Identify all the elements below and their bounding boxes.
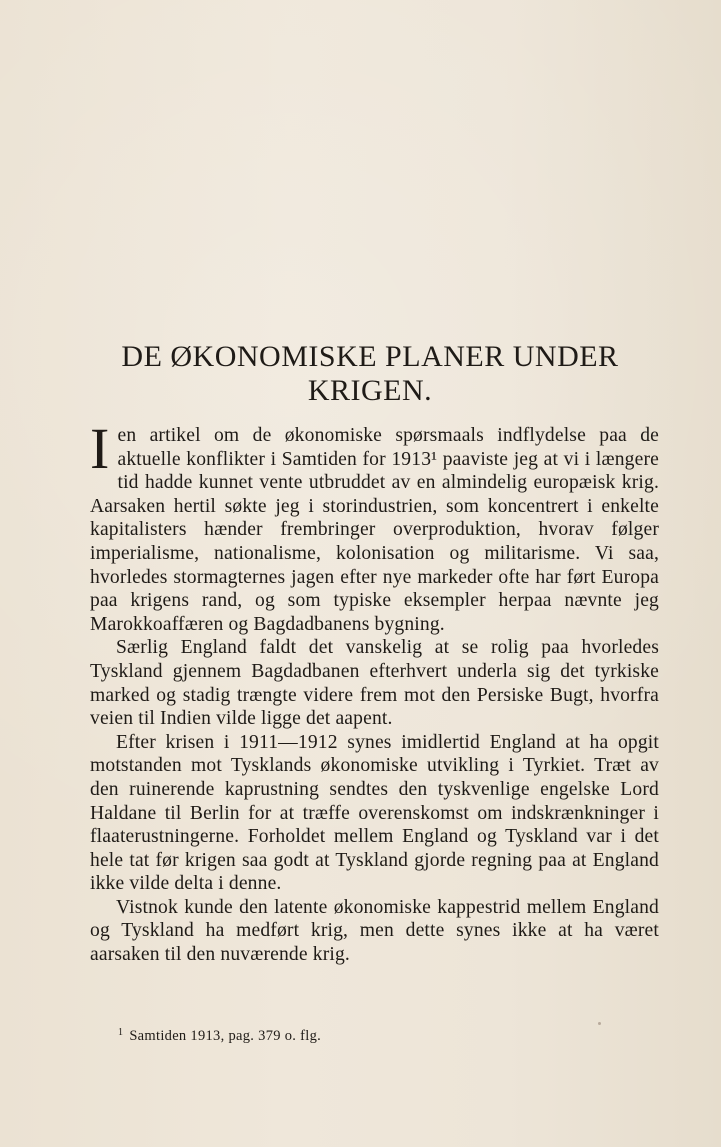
footnote	[118, 1024, 658, 1045]
chapter-title-line-1: DE ØKONOMISKE PLANER UNDER	[121, 340, 619, 373]
body-text	[90, 416, 659, 967]
paragraph-1-text: en artikel om de økonomiske spørsmaals indflydelse paa de aktuelle konflikter i Samtiden for 1913¹ paaviste jeg at vi i længere tid hadde kunnet vente utbruddet av en almindelig europæisk krig. Aarsaken hertil søkte jeg i storindustrien, som koncentrert i enkelte kapitalisters hænder frembringer overproduktion, hvorav følger imperialisme, nationalisme, kolonisation og militarisme. Vi saa, hvorledes stormagternes jagen efter nye markeder ofte har ført Europa paa krigens rand, og som typiske eksempler herpaa nævnte jeg Marokkoaffæren og Bagdadbanens bygning.	[90, 425, 659, 635]
footnote-mark: 1	[118, 1027, 124, 1038]
chapter-title	[70, 340, 670, 408]
paragraph-3: Efter krisen i 1911—1912 synes imidlertid England at ha opgit motstanden mot Tysklands økonomiske utvikling i Tyrkiet. Træt av den ruinerende kaprustning sendtes den tyskvenlige engelske Lord Haldane til Berlin for at træffe overenskomst om indskrænkninger i flaaterustningerne. Forholdet mellem England og Tyskland var i det hele tat før krigen saa godt at Tyskland gjorde regning paa at England ikke vilde delta i denne.	[90, 731, 659, 895]
paragraph-1	[90, 416, 659, 636]
paragraph-2: Særlig England faldt det vanskelig at se rolig paa hvorledes Tyskland gjennem Bagdadbanen efterhvert underla sig det tyrkiske marked og stadig trængte videre frem mot den Persiske Bugt, hvorfra veien til Indien vilde ligge det aapent.	[90, 637, 659, 730]
footnote-text: Samtiden 1913, pag. 379 o. flg.	[129, 1028, 322, 1044]
paragraph-4: Vistnok kunde den latente økonomiske kappestrid mellem England og Tyskland ha medført krig, men dette synes ikke at ha været aarsaken til den nuværende krig.	[90, 896, 659, 966]
paper-speck	[598, 1022, 601, 1025]
chapter-title-line-2: KRIGEN.	[307, 374, 433, 407]
drop-cap: I	[90, 416, 110, 481]
